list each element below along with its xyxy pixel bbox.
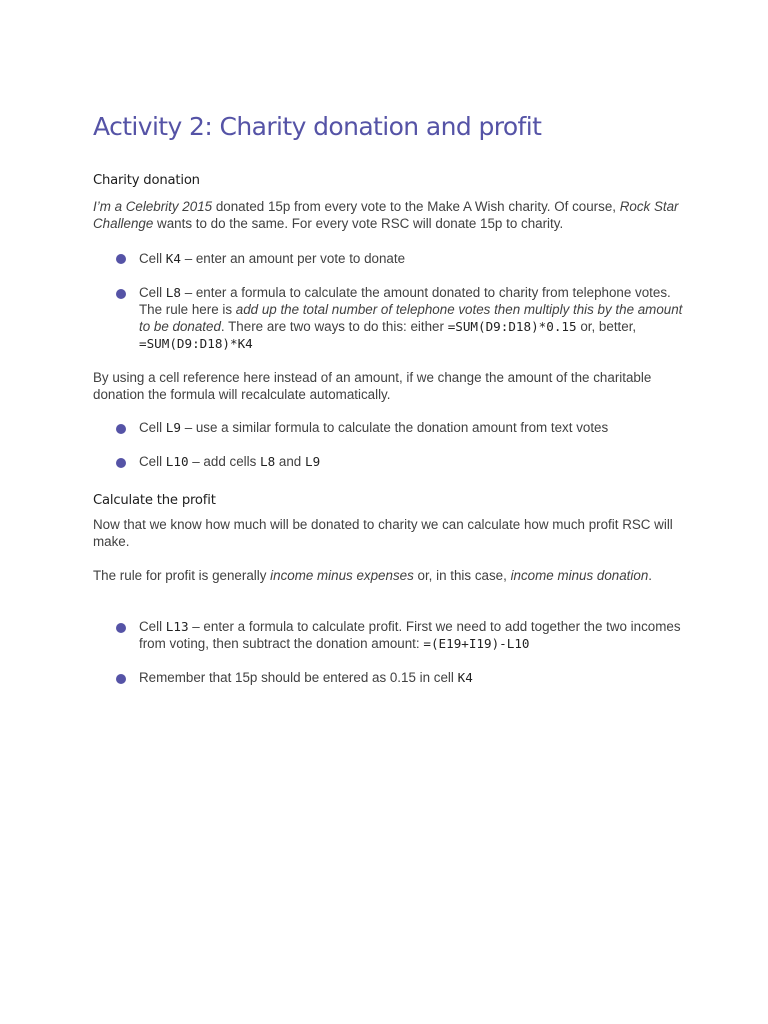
- list-item-l13: [139, 618, 684, 652]
- bullet-icon: [116, 458, 126, 468]
- cell-ref-k4: K4: [165, 251, 181, 266]
- list-item-text: – use a similar formula to calculate the donation amount from text votes: [180, 420, 609, 435]
- bullet-icon: [116, 623, 126, 633]
- list-item-text: Cell: [139, 285, 166, 300]
- cell-ref-l13: L13: [165, 619, 189, 634]
- page-title: Activity 2: Charity donation and profit: [93, 112, 542, 141]
- cell-reference-paragraph: By using a cell reference here instead of an amount, if we change the amount of the charitable donation the formula will recalculate automatically.: [93, 370, 652, 402]
- show-title-celebrity: I’m a Celebrity 2015: [93, 199, 213, 214]
- formula-sum-k4: =SUM(D9:D18)*K4: [139, 336, 253, 351]
- list-item-text: Cell: [139, 454, 166, 469]
- formula-profit: =(E19+I19)-L10: [423, 636, 530, 651]
- list-item-text: – enter a formula to calculate the amount donated to charity from telephone votes. The rule here is: [139, 285, 671, 317]
- bullet-icon: [116, 289, 126, 299]
- cell-ref-l10: L10: [165, 454, 189, 469]
- list-item-text: Cell: [139, 420, 166, 435]
- bullet-icon: [116, 424, 126, 434]
- list-item-l10: [139, 453, 684, 470]
- list-item-l9: [139, 419, 684, 436]
- rule-emphasis: income minus expenses: [270, 568, 414, 583]
- list-item-text: Cell: [139, 251, 166, 266]
- paragraph-text: The rule for profit is generally: [93, 568, 271, 583]
- list-item-text: – add cells: [188, 454, 261, 469]
- list-item-l8: [139, 284, 684, 352]
- cell-ref-l8: L8: [260, 454, 276, 469]
- rule-emphasis: add up the total number of telephone votes then multiply this by the amount to be donated: [139, 302, 683, 334]
- profit-intro-paragraph: Now that we know how much will be donated to charity we can calculate how much profit RSC will make.: [93, 517, 673, 549]
- rule-emphasis: income minus donation: [510, 568, 649, 583]
- formula-sum-015: =SUM(D9:D18)*0.15: [447, 319, 577, 334]
- cell-ref-l9: L9: [165, 420, 181, 435]
- paragraph-text: or, in this case,: [413, 568, 511, 583]
- bullet-icon: [116, 674, 126, 684]
- list-item-remember: [139, 669, 684, 686]
- cell-ref-l8: L8: [165, 285, 181, 300]
- show-title-rock-star: Rock Star Challenge: [93, 199, 679, 231]
- section-heading-calculate-profit: Calculate the profit: [93, 493, 216, 508]
- list-item-text: or, better,: [576, 319, 637, 334]
- list-item-text: – enter an amount per vote to donate: [180, 251, 406, 266]
- list-item-text: and: [275, 454, 305, 469]
- list-item-text: . There are two ways to do this: either: [220, 319, 448, 334]
- intro-paragraph: [93, 198, 683, 232]
- list-item-text: Remember that 15p should be entered as 0.15 in cell: [139, 670, 458, 685]
- list-item-k4: [139, 250, 684, 267]
- list-item-text: – enter a formula to calculate profit. First we need to add together the two incomes from voting, then subtract the donation amount:: [139, 619, 681, 651]
- cell-ref-k4: K4: [457, 670, 473, 685]
- intro-text-1: donated 15p from every vote to the Make A Wish charity. Of course,: [212, 199, 620, 214]
- intro-text-2: wants to do the same. For every vote RSC will donate 15p to charity.: [153, 216, 564, 231]
- section-heading-charity-donation: Charity donation: [93, 173, 200, 188]
- bullet-icon: [116, 254, 126, 264]
- list-item-text: Cell: [139, 619, 166, 634]
- paragraph-text: .: [648, 568, 653, 583]
- cell-ref-l9: L9: [304, 454, 321, 469]
- profit-rule-paragraph: [93, 567, 683, 584]
